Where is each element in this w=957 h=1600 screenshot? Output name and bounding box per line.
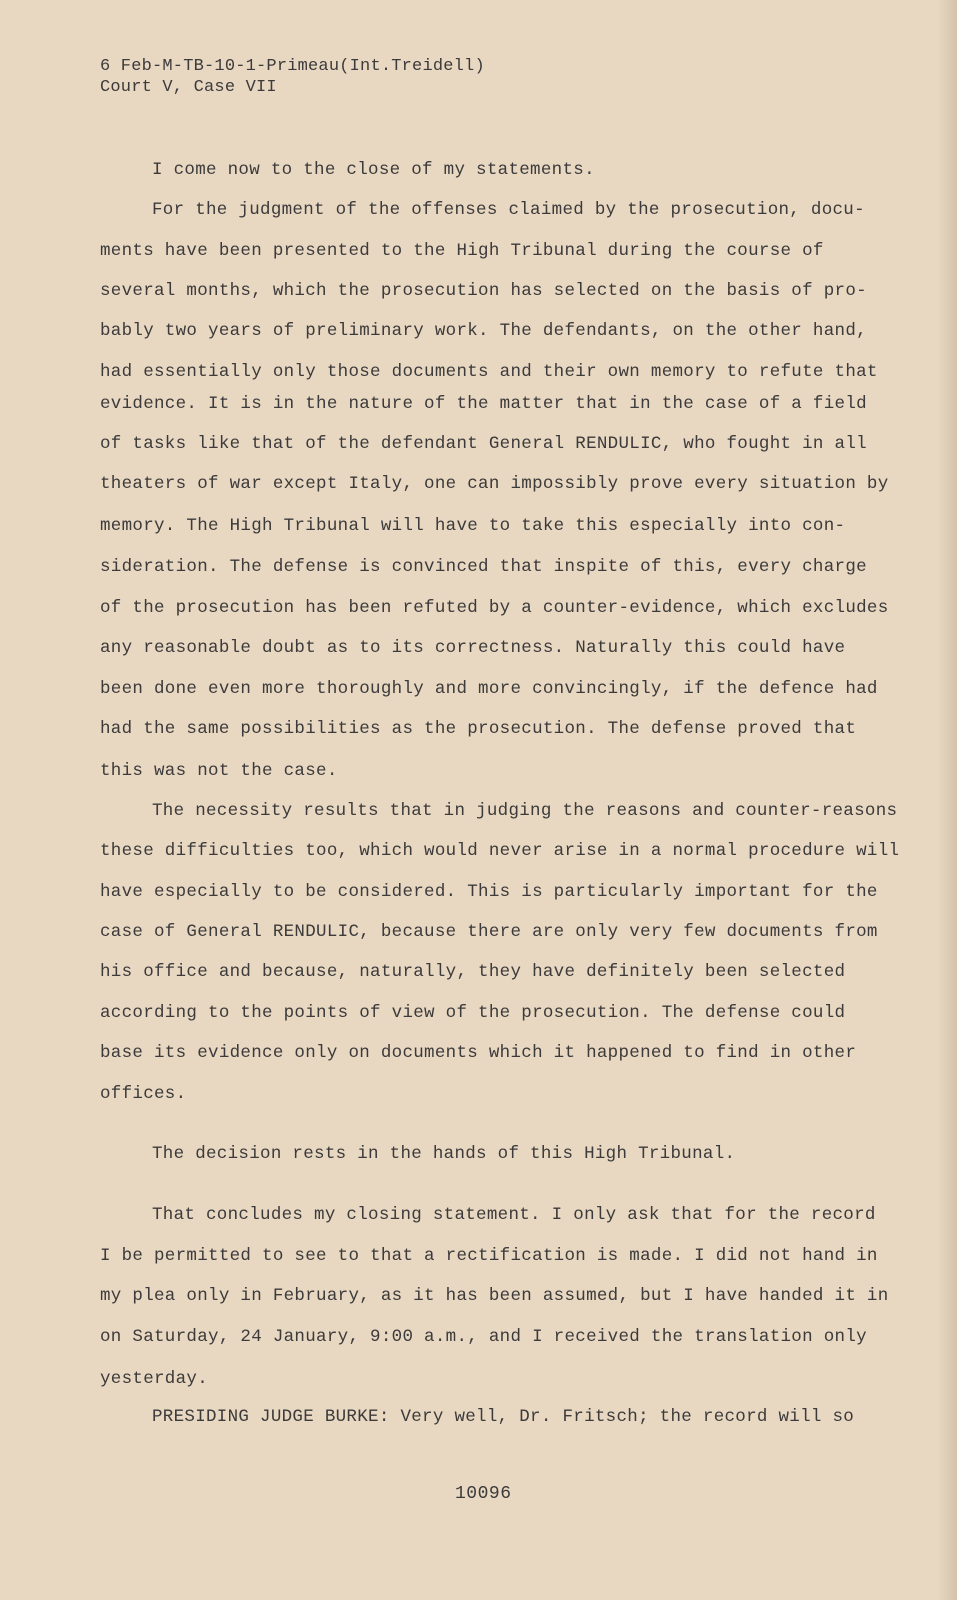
page-edge-shadow — [937, 0, 957, 1600]
body-line: base its evidence only on documents which it happened to find in other — [100, 1043, 857, 1063]
body-line: these difficulties too, which would never arise in a normal procedure will — [100, 841, 900, 861]
body-line: That concludes my closing statement. I only ask that for the record — [152, 1205, 876, 1225]
body-line: I be permitted to see to that a rectification is made. I did not hand in — [100, 1246, 878, 1266]
body-line: offices. — [100, 1084, 187, 1104]
body-line: For the judgment of the offenses claimed by the prosecution, docu- — [152, 200, 865, 220]
body-line: his office and because, naturally, they have definitely been selected — [100, 962, 846, 982]
body-line: case of General RENDULIC, because there are only very few documents from — [100, 922, 878, 942]
body-line: PRESIDING JUDGE BURKE: Very well, Dr. Fritsch; the record will so — [152, 1407, 855, 1427]
body-line: my plea only in February, as it has been assumed, but I have handed it in — [100, 1286, 889, 1306]
body-line: I come now to the close of my statements. — [152, 160, 595, 180]
body-line: The necessity results that in judging the reasons and counter-reasons — [152, 801, 898, 821]
header-line-1: 6 Feb-M-TB-10-1-Primeau(Int.Treidell) — [100, 57, 485, 76]
body-line: The decision rests in the hands of this High Tribunal. — [152, 1144, 736, 1164]
body-line: any reasonable doubt as to its correctness. Naturally this could have — [100, 638, 846, 658]
body-line: had essentially only those documents and their own memory to refute that — [100, 362, 878, 382]
body-line: of the prosecution has been refuted by a counter-evidence, which excludes — [100, 598, 889, 618]
body-line: according to the points of view of the prosecution. The defense could — [100, 1003, 846, 1023]
body-line: memory. The High Tribunal will have to take this especially into con- — [100, 516, 846, 536]
body-line: sideration. The defense is convinced that inspite of this, every charge — [100, 557, 867, 577]
body-line: of tasks like that of the defendant General RENDULIC, who fought in all — [100, 434, 867, 454]
page-number: 10096 — [455, 1484, 512, 1504]
body-line: evidence. It is in the nature of the matter that in the case of a field — [100, 394, 867, 414]
body-line: had the same possibilities as the prosecution. The defense proved that — [100, 719, 857, 739]
body-line: been done even more thoroughly and more convincingly, if the defence had — [100, 679, 878, 699]
body-line: several months, which the prosecution has selected on the basis of pro- — [100, 281, 867, 301]
body-line: on Saturday, 24 January, 9:00 a.m., and I received the translation only — [100, 1327, 867, 1347]
body-line: yesterday. — [100, 1369, 209, 1389]
body-line: theaters of war except Italy, one can impossibly prove every situation by — [100, 474, 889, 494]
header-line-2: Court V, Case VII — [100, 78, 277, 97]
body-line: ments have been presented to the High Tribunal during the course of — [100, 241, 824, 261]
body-line: have especially to be considered. This is particularly important for the — [100, 882, 878, 902]
document-header — [100, 56, 485, 98]
body-line: this was not the case. — [100, 761, 338, 781]
body-line: bably two years of preliminary work. The defendants, on the other hand, — [100, 321, 867, 341]
